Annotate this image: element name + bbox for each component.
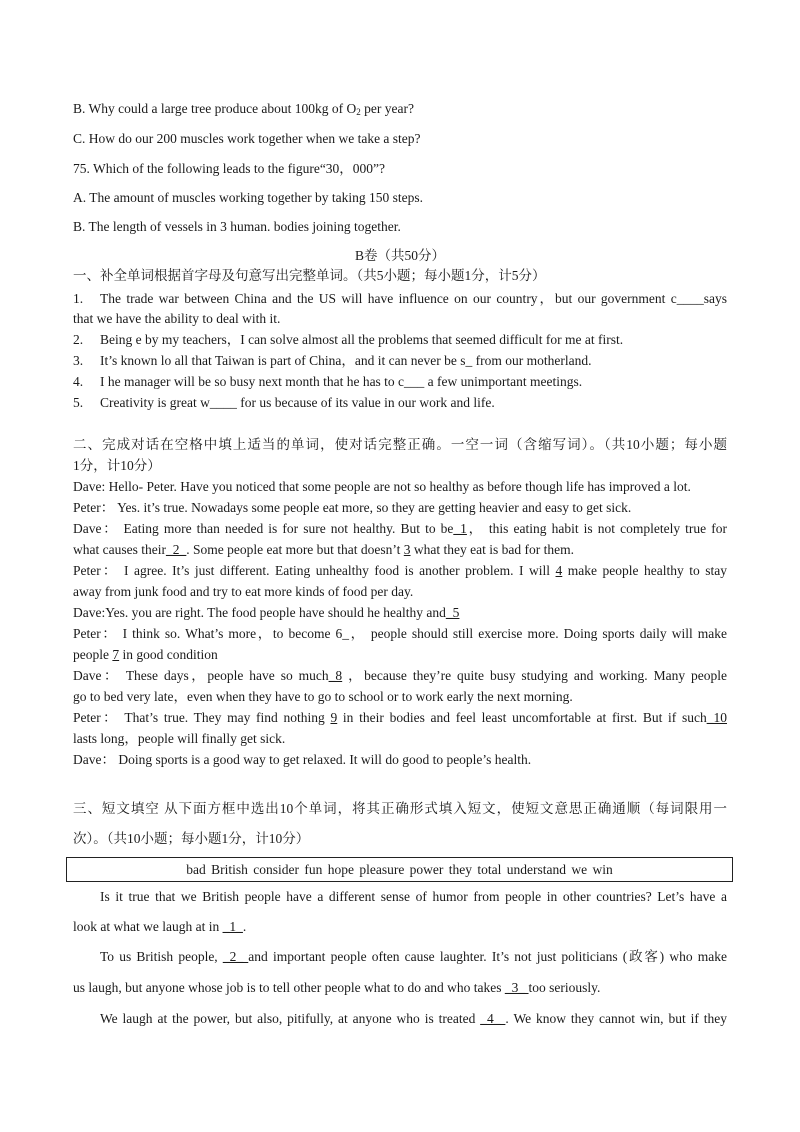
part1-item-3 <box>73 352 591 370</box>
part1-item-1-cont: that we have the ability to deal with it. <box>73 311 281 326</box>
passage-text: We laugh at the power, but also, pitifully, at anyone who is treated <box>100 1011 481 1026</box>
dialogue-line <box>73 541 574 559</box>
dialogue-line <box>73 709 727 727</box>
item-number: 1. <box>73 291 84 306</box>
option-text-end: per year? <box>360 101 415 116</box>
item-number: 3. <box>73 353 84 368</box>
dialogue-text: . Some people eat more but that doesn’t <box>186 542 404 557</box>
part1-item-2 <box>73 331 623 349</box>
blank-5: _5 <box>445 605 460 620</box>
dialogue-text: people <box>73 647 113 662</box>
passage-text: . <box>242 919 247 934</box>
item-text: Being e by my teachers，I can solve almost all the problems that seemed difficult for me at first. <box>100 332 624 347</box>
dialogue-text: Dave:Yes. you are right. The food people have should he healthy and <box>73 605 446 620</box>
blank-8: _8 <box>328 668 343 683</box>
dialogue-line: lasts long，people will finally get sick. <box>73 731 286 746</box>
blank-2: _2_ <box>165 542 187 557</box>
item-number: 2. <box>73 332 84 347</box>
part1-item-1 <box>73 290 727 308</box>
dialogue-text: Peter： That’s true. They may find nothing <box>73 710 331 725</box>
part1-item-4 <box>73 373 582 391</box>
passage-line <box>100 1010 727 1028</box>
dialogue-line: Peter： Yes. it’s true. Nowadays some people eat more, so they are getting heavier and easy to get sick. <box>73 500 632 515</box>
option-text: B. Why could a large tree produce about 100kg of O <box>73 101 357 116</box>
item-text: Creativity is great w____ for us because of its value in our work and life. <box>100 395 495 410</box>
dialogue-line: go to bed very late，even when they have to go to school or to work early the next morning. <box>73 689 573 704</box>
passage-line <box>73 979 600 997</box>
item-text: I he manager will be so busy next month that he has to c___ a few unimportant meetings. <box>100 374 583 389</box>
dialogue-line <box>73 562 727 580</box>
word-bank-box: bad British consider fun hope pleasure power they total understand we win <box>66 857 733 882</box>
passage-text: too seriously. <box>528 980 601 995</box>
dialogue-text: in their bodies and feel least uncomfortable at first. But if such <box>337 710 707 725</box>
question-75-option-b: B. The length of vessels in 3 human. bodies joining together. <box>73 219 401 234</box>
question-75-option-a: A. The amount of muscles working together by taking 150 steps. <box>73 190 423 205</box>
dialogue-line: Peter： I think so. What’s more，to become 6_， people should still exercise more. Doing sports daily will make <box>73 626 727 641</box>
dialogue-text: what they eat is bad for them. <box>410 542 574 557</box>
part2-heading-cont: 1分，计10分） <box>73 458 161 473</box>
passage-text: us laugh, but anyone whose job is to tell other people what to do and who takes <box>73 980 505 995</box>
part2-heading: 二、完成对话在空格中填上适当的单词，使对话完整正确。一空一词（含缩写词）。（共10小题；每小题 <box>73 437 727 452</box>
dialogue-line: away from junk food and try to eat more kinds of food per day. <box>73 584 414 599</box>
blank-2: _2_ <box>222 949 249 964</box>
dialogue-line <box>73 520 727 538</box>
blank-4: 4 <box>555 563 563 578</box>
dialogue-text: ，because they’re quite busy studying and working. Many people <box>342 668 728 683</box>
dialogue-line: Dave： Doing sports is a good way to get relaxed. It will do good to people’s health. <box>73 752 532 767</box>
part1-item-5 <box>73 394 495 412</box>
blank-9: 9 <box>330 710 338 725</box>
passage-text: look at what we laugh at in <box>73 919 223 934</box>
subscript: 2 <box>356 107 361 117</box>
part3-heading-cont: 次）。（共10小题；每小题1分，计10分） <box>73 831 310 846</box>
blank-4: _4_ <box>480 1011 506 1026</box>
passage-text: and important people often cause laughter. It’s not just politicians (政客) who make <box>248 949 727 964</box>
dialogue-text: Dave： These days，people have so much <box>73 668 329 683</box>
blank-3: 3 <box>403 542 411 557</box>
item-text: The trade war between China and the US will have influence on our country，but our government c____says <box>100 291 727 306</box>
dialogue-text: what causes their <box>73 542 166 557</box>
passage-line: Is it true that we British people have a different sense of humor from people in other countries? Let’s have a <box>100 889 727 904</box>
dialogue-line: Dave: Hello- Peter. Have you noticed that some people are not so healthy as before though life has improved a lot. <box>73 479 691 494</box>
blank-1: _1 <box>453 521 467 536</box>
part1-heading: 一、补全单词根据首字母及句意写出完整单词。（共5小题；每小题1分，计5分） <box>73 268 546 283</box>
dialogue-line <box>73 646 218 664</box>
dialogue-text: Dave： Eating more than needed is for sure not healthy. But to be <box>73 521 454 536</box>
passage-text: To us British people, <box>100 949 223 964</box>
question-75: 75. Which of the following leads to the figure“30，000”? <box>73 161 386 176</box>
dialogue-text: in good condition <box>119 647 218 662</box>
passage-line <box>100 948 727 966</box>
dialogue-line <box>73 604 459 622</box>
passage-line <box>73 918 246 936</box>
dialogue-line <box>73 667 727 685</box>
dialogue-text: make people healthy to stay <box>562 563 727 578</box>
blank-1: _1_ <box>222 919 243 934</box>
blank-3: _3_ <box>504 980 529 995</box>
item-number: 4. <box>73 374 84 389</box>
blank-10: _10 <box>706 710 727 725</box>
question-74-option-b <box>73 100 414 118</box>
question-74-option-c: C. How do our 200 muscles work together when we take a step? <box>73 131 421 146</box>
section-b-title: B卷（共50分） <box>354 248 445 263</box>
passage-text: . We know they cannot win, but if they <box>505 1011 727 1026</box>
item-number: 5. <box>73 395 84 410</box>
item-text: It’s known lo all that Taiwan is part of China，and it can never be s_ from our motherland. <box>100 353 592 368</box>
blank-7: 7 <box>112 647 120 662</box>
dialogue-text: Peter： I agree. It’s just different. Eating unhealthy food is another problem. I will <box>73 563 556 578</box>
dialogue-text: ， this eating habit is not completely true for <box>466 521 727 536</box>
part3-heading: 三、短文填空 从下面方框中选出10个单词，将其正确形式填入短文，使短文意思正确通顺（每词限用一 <box>73 801 727 816</box>
